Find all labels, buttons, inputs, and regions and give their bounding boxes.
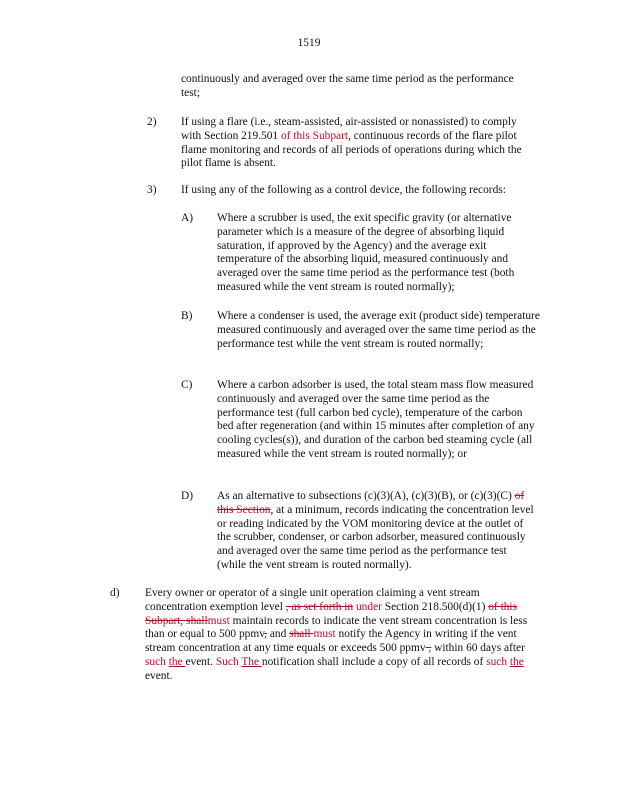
inserted-text: the [168,655,186,668]
sub-d-label: D) [181,490,194,502]
inserted-text: must [313,628,336,641]
item-d-label: d) [110,587,120,599]
sub-b-label: B) [181,310,193,322]
sub-a-label: A) [181,212,194,224]
deleted-text: shall [289,628,314,641]
continuation-text: continuously and averaged over the same time period as the performance test; [181,73,514,99]
deleted-text: , as set forth in [285,600,354,613]
page-number: 1519 [297,37,321,49]
deleted-text: , [264,628,268,641]
inserted-text: of this Subpart [280,129,349,142]
item-2-label: 2) [147,116,157,128]
deleted-text: , [425,642,432,655]
deleted-text: of this Subpart, shall [145,600,518,627]
inserted-text: such [486,655,510,668]
item-3-label: 3) [147,184,157,196]
sub-a-text: Where a scrubber is used, the exit specific gravity (or alternative parameter which is a measure of the degree of absorbing liquid saturation, if approved by the Agency) and the average exit temperature of the absorbing liquid, measured continuously and averaged over the same time period as the performance test (both measured while the vent stream is routed normally); [217,212,515,293]
sub-d-text: As an alternative to subsections (c)(3)(A), (c)(3)(B), or (c)(3)(C) of this Section, at a minimum, records indicating the concentration level or reading indicated by the VOM monitoring device at the outlet of the scrubber, condenser, or carbon adsorber, measured continuously and averaged over the same time period as the performance test (while the vent stream is routed normally). [217,490,534,571]
inserted-text: the [509,655,524,668]
sub-c-text: Where a carbon adsorber is used, the total steam mass flow measured continuously and averaged over the same time period as the performance test (full carbon bed cycle), temperature of the carbon bed after regeneration (and within 15 minutes after completion of any cooling cycles(s)), and duration of the carbon bed steaming cycle (all measured while the vent stream is routed normally); or [217,379,535,460]
sub-c-label: C) [181,379,193,391]
inserted-text: must [207,614,230,627]
inserted-text: such [145,655,169,668]
item-2-text: If using a flare (i.e., steam-assisted, air-assisted or nonassisted) to comply with Section 219.501 of this Subpart, continuous records of the flare pilot flame monitoring and records of all periods of operations during which the pilot flame is absent. [181,116,522,170]
sub-b-text: Where a condenser is used, the average exit (product side) temperature measured continuously and averaged over the same time period as the performance test while the vent stream is routed normally; [217,310,540,350]
deleted-text: of this Section [217,490,525,516]
inserted-text: under [353,600,382,613]
inserted-text: The [241,655,262,668]
item-3-text: If using any of the following as a control device, the following records: [181,184,506,196]
item-d-text: Every owner or operator of a single unit operation claiming a vent stream concentration exemption level , as set forth in under Section 218.500(d)(1) of this Subpart, shallmust maintain records to indicate the vent stream concentration is less than or equal to 500 ppmv, and shall must notify the Agency in writing if the vent stream concentration at any time equals or exceeds 500 ppmv , within 60 days after such the event. Such The notification shall include a copy of all records of such the event. [145,587,528,682]
inserted-text: Such [215,655,242,668]
